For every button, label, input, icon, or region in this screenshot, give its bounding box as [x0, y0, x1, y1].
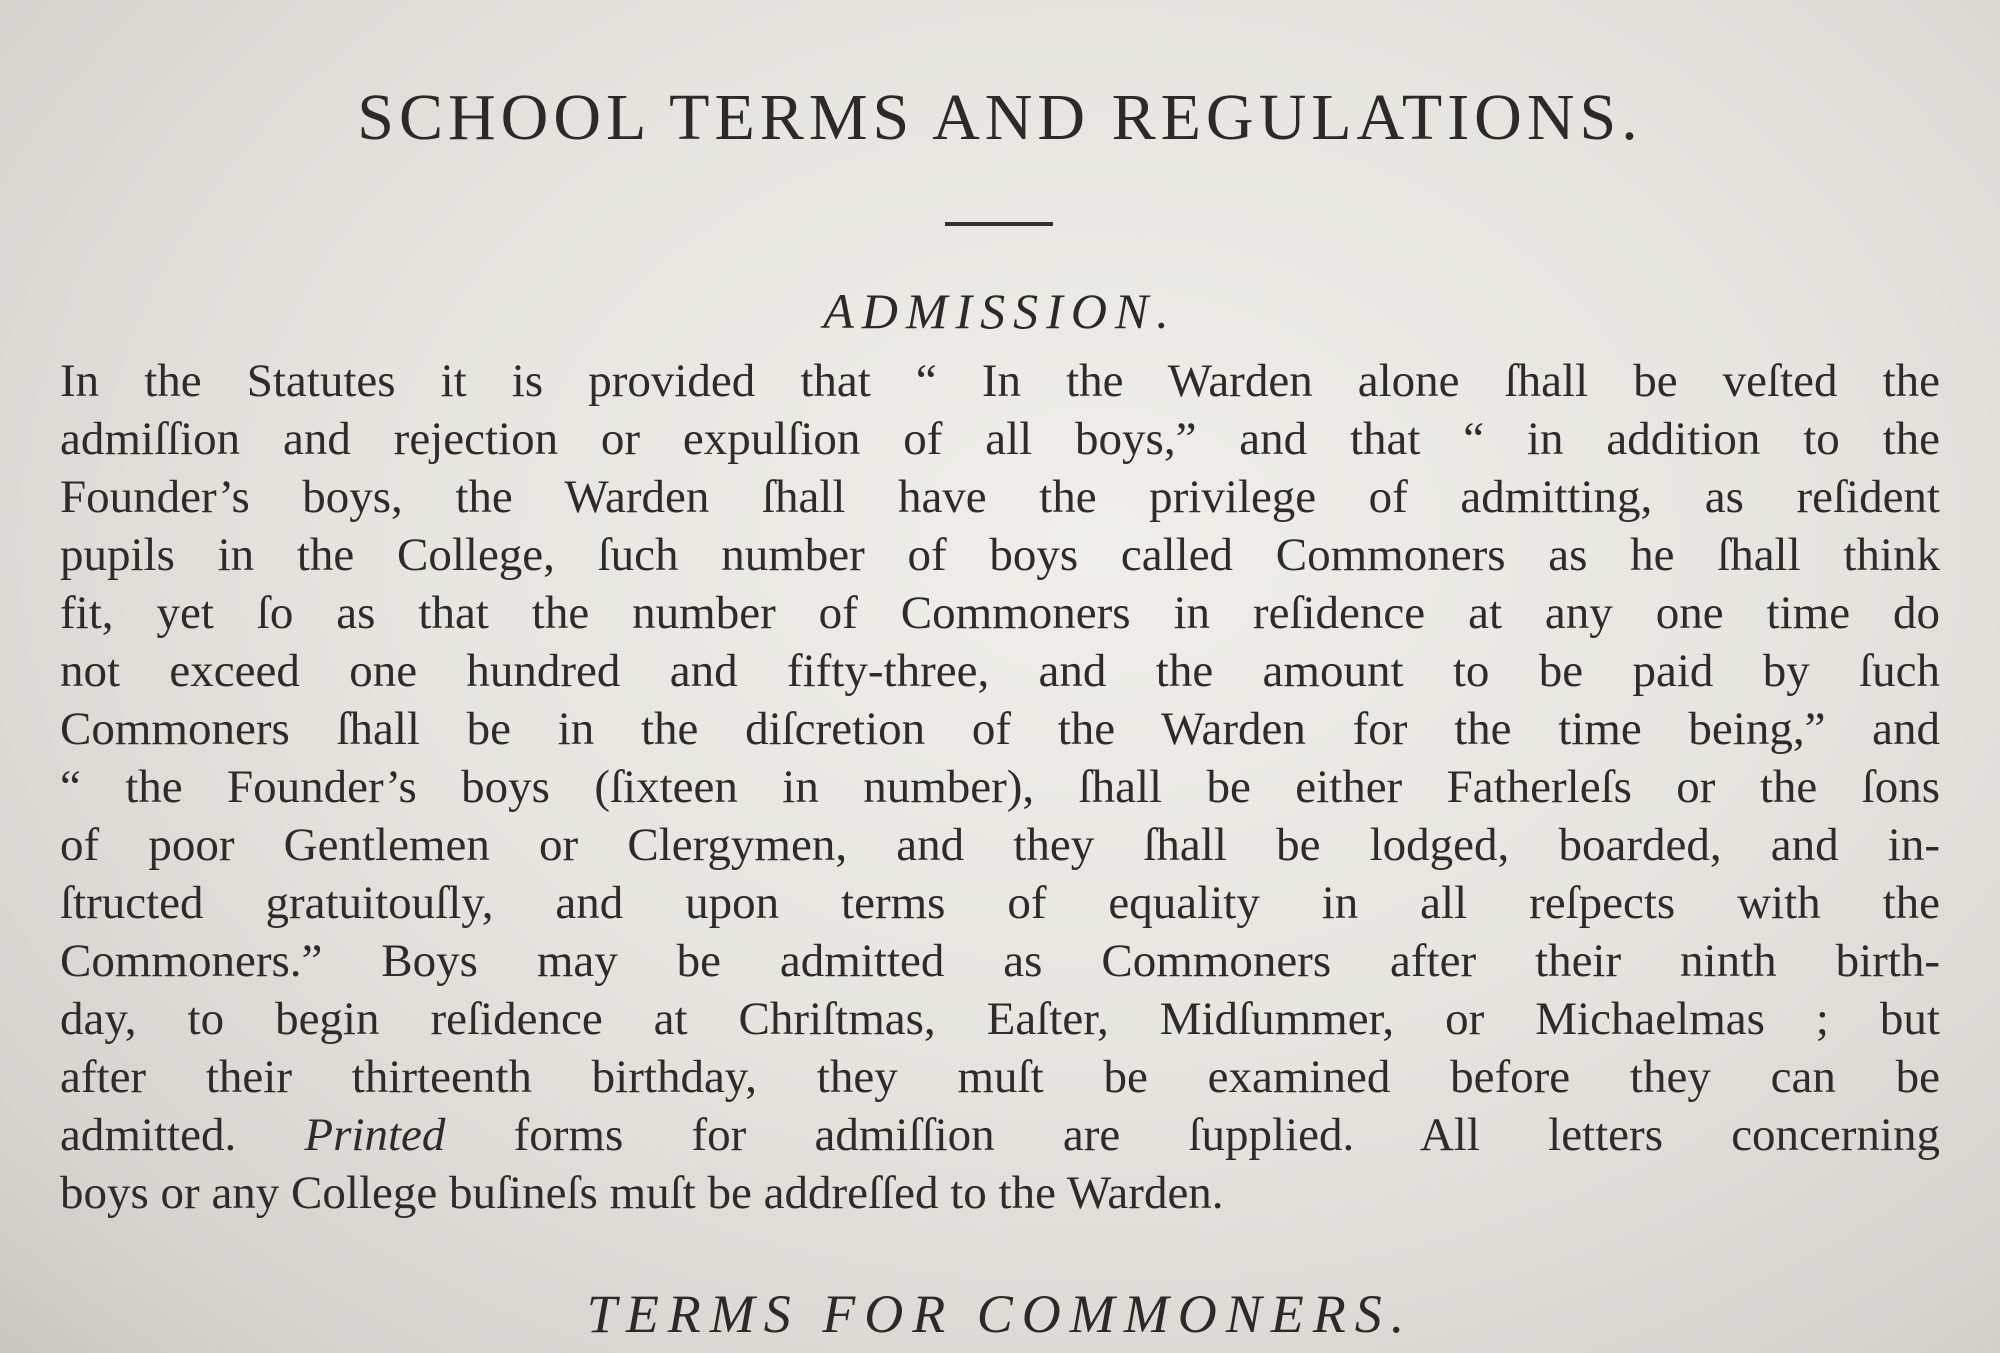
text-line: admiſſion and rejection or expulſion of all boys,” and that “ in addition to the	[60, 413, 1940, 465]
text-line: pupils in the College, ſuch number of boys called Commoners as he ſhall think	[60, 529, 1940, 581]
admission-paragraph	[60, 352, 1940, 1222]
text-line: day, to begin reſidence at Chriſtmas, Eaſter, Midſummer, or Michaelmas ; but	[60, 993, 1940, 1045]
text-line: fit, yet ſo as that the number of Commoners in reſidence at any one time do	[60, 587, 1940, 639]
text-line: In the Statutes it is provided that “ In the Warden alone ſhall be veſted the	[60, 355, 1940, 407]
text-line: of poor Gentlemen or Clergymen, and they ſhall be lodged, boarded, and in-	[60, 819, 1940, 871]
text-line: ſtructed gratuitouſly, and upon terms of equality in all reſpects with the	[60, 877, 1940, 929]
line-14-before: admitted.	[60, 1109, 305, 1161]
text-line: after their thirteenth birthday, they muſt be examined before they can be	[60, 1051, 1940, 1103]
section-heading-admission: ADMISSION.	[823, 283, 1177, 339]
text-line: Commoners ſhall be in the diſcretion of the Warden for the time being,” and	[60, 703, 1940, 755]
text-line-printed	[60, 1106, 1940, 1164]
text-line-last: boys or any College buſineſs muſt be addreſſed to the Warden.	[60, 1167, 1224, 1219]
text-line: Founder’s boys, the Warden ſhall have the privilege of admitting, as reſident	[60, 471, 1940, 523]
printed-italic: Printed	[304, 1109, 446, 1161]
text-line: not exceed one hundred and fifty-three, and the amount to be paid by ſuch	[60, 645, 1940, 697]
text-line: Commoners.” Boys may be admitted as Commoners after their ninth birth-	[60, 935, 1940, 987]
page-title: SCHOOL TERMS AND REGULATIONS.	[357, 81, 1643, 154]
line-14-after: forms for admiſſion are ſupplied. All letters concerning	[445, 1109, 1940, 1161]
section-heading-terms: TERMS FOR COMMONERS.	[586, 1284, 1414, 1344]
title-rule	[945, 222, 1053, 226]
text-line: “ the Founder’s boys (ſixteen in number), ſhall be either Fatherleſs or the ſons	[60, 761, 1940, 813]
